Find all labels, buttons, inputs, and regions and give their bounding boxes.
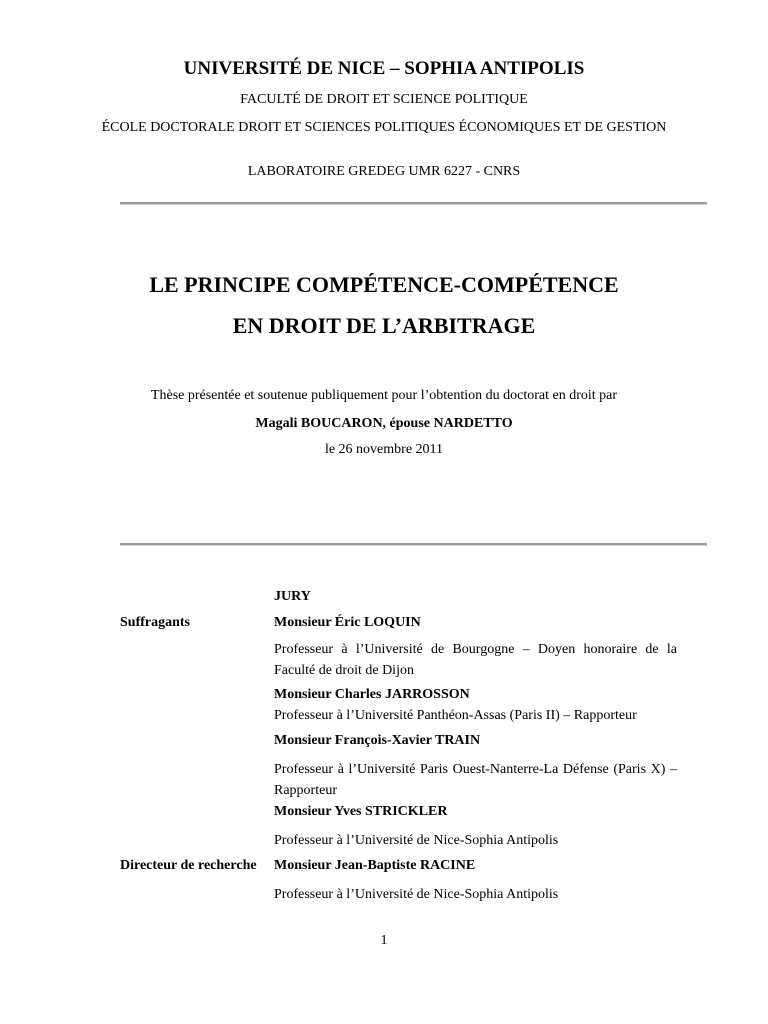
doctoral-school-name: ÉCOLE DOCTORALE DROIT ET SCIENCES POLITIQUES ÉCONOMIQUES ET DE GESTION [101, 120, 667, 135]
jury-member-title: Professeur à l’Université de Bourgogne – Doyen honoraire de la Faculté de droit de Dijon [274, 642, 677, 678]
page-number: 1 [380, 933, 388, 948]
defense-date: le 26 novembre 2011 [324, 442, 444, 457]
role-directeur: Directeur de recherche [120, 858, 257, 873]
thesis-statement: Thèse présentée et soutenue publiquement pour l’obtention du doctorat en droit par [150, 388, 618, 403]
jury-divider [120, 543, 707, 546]
header-divider [120, 202, 707, 205]
laboratory-name: LABORATOIRE GREDEG UMR 6227 - CNRS [247, 164, 521, 179]
jury-member-name: Monsieur François-Xavier TRAIN [274, 733, 481, 748]
jury-member-title: Professeur à l’Université Paris Ouest-Nanterre-La Défense (Paris X) – Rapporteur [274, 762, 677, 798]
jury-member-title: Professeur à l’Université de Nice-Sophia Antipolis [274, 833, 559, 848]
jury-member-name: Monsieur Éric LOQUIN [274, 615, 421, 630]
jury-member-title: Professeur à l’Université Panthéon-Assas (Paris II) – Rapporteur [274, 708, 637, 723]
jury-heading: JURY [274, 589, 311, 604]
thesis-title-line-2: EN DROIT DE L’ARBITRAGE [232, 313, 536, 338]
jury-member-name: Monsieur Jean-Baptiste RACINE [274, 858, 476, 873]
thesis-title-line-1: LE PRINCIPE COMPÉTENCE-COMPÉTENCE [149, 272, 619, 297]
jury-member-name: Monsieur Charles JARROSSON [274, 687, 470, 702]
jury-member-title: Professeur à l’Université de Nice-Sophia Antipolis [274, 887, 559, 902]
thesis-author: Magali BOUCARON, épouse NARDETTO [255, 416, 513, 431]
jury-member-name: Monsieur Yves STRICKLER [274, 804, 448, 819]
role-suffragants: Suffragants [120, 615, 191, 630]
faculty-name: FACULTÉ DE DROIT ET SCIENCE POLITIQUE [240, 92, 528, 107]
university-name: UNIVERSITÉ DE NICE – SOPHIA ANTIPOLIS [183, 58, 585, 79]
